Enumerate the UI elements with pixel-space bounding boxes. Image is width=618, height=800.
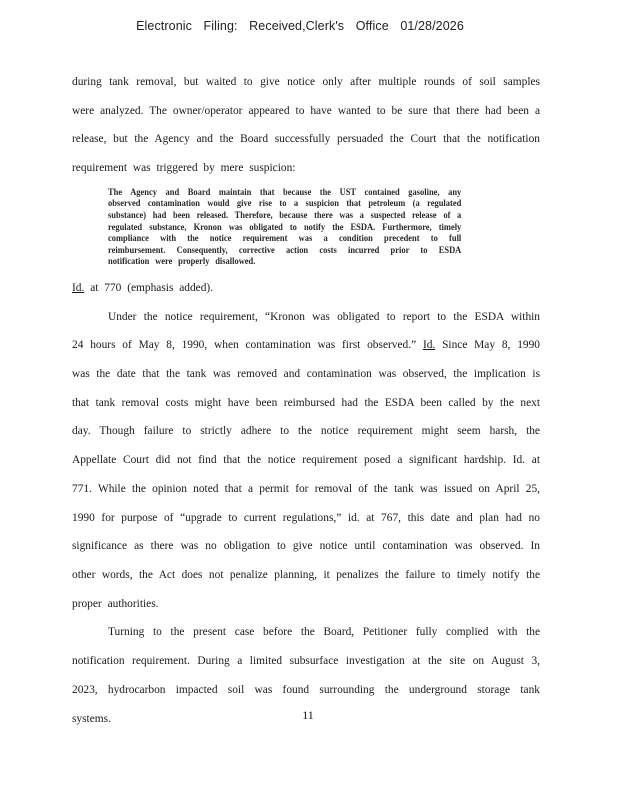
page-number: 11	[302, 708, 314, 722]
document-body	[72, 68, 540, 733]
citation-text: at 770 (emphasis added).	[84, 281, 214, 294]
paragraph-notice-part-b: Since May 8, 1990 was the date that the tank was removed and contamination was observed, the implication is that tank removal costs might have been reimbursed had the ESDA been called by the next day. Though failure to strictly adhere to the notice requirement might seem harsh, the Appellate Court did not find that the notice requirement posed a significant hardship. Id. at 771. While the opinion noted that a permit for removal of the tank was issued on April 25, 1990 for purpose of “upgrade to current regulations,” id. at 767, this date and plan had no significance as there was no obligation to give notice until contamination was observed. In other words, the Act does not penalize planning, it penalizes the failure to timely notify the proper authorities.	[72, 339, 540, 610]
citation-line	[72, 274, 540, 303]
paragraph-notice-id: Id.	[422, 339, 436, 352]
paragraph-tank-removal: during tank removal, but waited to give notice only after multiple rounds of soil samples were analyzed. The owner/operator appeared to have wanted to be sure that there had been a release, but the Agency and the Board successfully persuaded the Court that the notification requirement was triggered by mere suspicion:	[72, 76, 540, 175]
paragraph-notice-part-a: Under the notice requirement, “Kronon was obligated to report to the ESDA within 24 hours of May 8, 1990, when contamination was first observed.”	[72, 310, 540, 352]
paragraph-notice-requirement	[72, 303, 540, 619]
electronic-filing-header: Electronic Filing: Received,Clerk's Office 01/28/2026	[136, 19, 464, 33]
block-quote: The Agency and Board maintain that because the UST contained gasoline, any observed contamination would give rise to a suspicion that petroleum (a regulated substance) had been released. Therefore, because there was a suspected release of a regulated substance, Kronon was obligated to notify the ESDA. Furthermore, timely compliance with the notice requirement was a condition precedent to full reimbursement. Consequently, corrective action costs incurred prior to ESDA notification were properly disallowed.	[108, 186, 462, 267]
paragraph-present-case: Turning to the present case before the Board, Petitioner fully complied with the notification requirement. During a limited subsurface investigation at the site on August 3, 2023, hydrocarbon impacted soil was found surrounding the underground storage tank systems.	[72, 626, 540, 725]
citation-id: Id.	[72, 281, 85, 294]
